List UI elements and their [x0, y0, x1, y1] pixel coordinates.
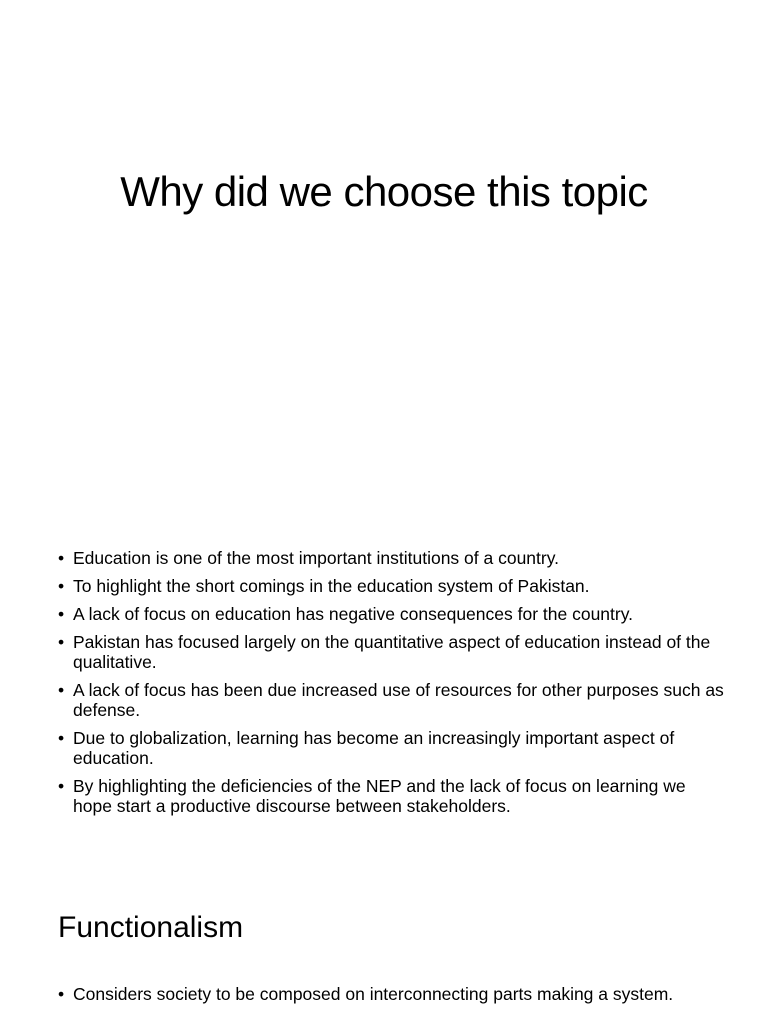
list-item	[58, 728, 728, 768]
bullet-icon: •	[58, 604, 65, 624]
bullet-icon: •	[58, 576, 65, 596]
bullet-text: A lack of focus has been due increased use of resources for other purposes such as defense.	[73, 680, 724, 720]
bullet-text: To highlight the short comings in the education system of Pakistan.	[73, 576, 590, 596]
bullet-icon: •	[58, 632, 65, 652]
bullet-icon: •	[58, 548, 65, 568]
bullet-icon: •	[58, 776, 65, 796]
bullet-list	[58, 548, 728, 824]
list-item	[58, 604, 728, 624]
bullet-text: By highlighting the deficiencies of the NEP and the lack of focus on learning we hope start a productive discourse between stakeholders.	[73, 776, 686, 816]
bullet-text: A lack of focus on education has negative consequences for the country.	[73, 604, 634, 624]
bullet-list-functionalism	[58, 984, 728, 1005]
bullet-text: Considers society to be composed on interconnecting parts making a system.	[73, 984, 674, 1004]
section-title: Functionalism	[58, 911, 244, 944]
bullet-icon: •	[58, 984, 65, 1004]
bullet-text: Pakistan has focused largely on the quantitative aspect of education instead of the qualitative.	[73, 632, 711, 672]
slide-title: Why did we choose this topic	[120, 168, 648, 215]
list-item	[58, 984, 728, 1005]
bullet-icon: •	[58, 728, 65, 748]
list-item	[58, 576, 728, 596]
bullet-text: Education is one of the most important institutions of a country.	[73, 548, 560, 568]
list-item	[58, 548, 728, 568]
list-item	[58, 680, 728, 720]
list-item	[58, 776, 728, 816]
bullet-text: Due to globalization, learning has become an increasingly important aspect of education.	[73, 728, 675, 768]
list-item	[58, 632, 728, 672]
bullet-icon: •	[58, 680, 65, 700]
